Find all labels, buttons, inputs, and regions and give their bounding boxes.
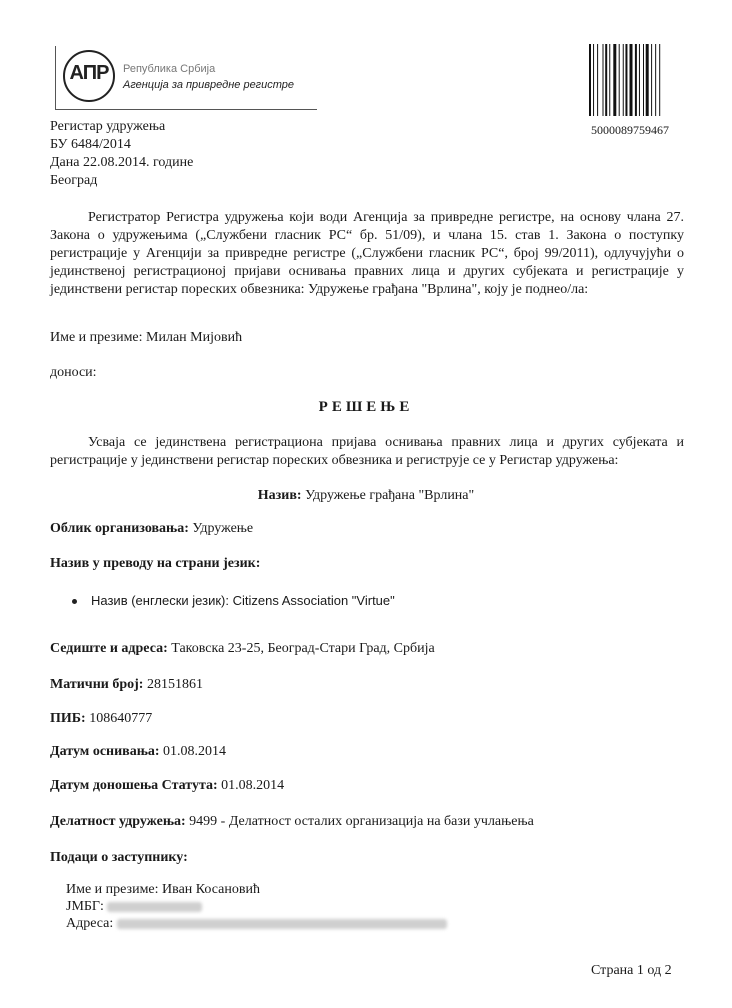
- intro-paragraph: [50, 209, 684, 299]
- representative-address: [66, 915, 447, 933]
- document-title: РЕШЕЊЕ: [318, 399, 414, 415]
- republic-name: Република Србија: [123, 63, 216, 75]
- page-number: Страна 1 од 2: [591, 963, 672, 978]
- statute-date: [50, 777, 284, 795]
- representative-heading: [50, 849, 188, 867]
- redacted-address: [117, 919, 447, 929]
- mb-label: Матични број:: [50, 677, 144, 692]
- prevod-label: Назив у преводу на страни језик:: [50, 556, 261, 571]
- activity: [50, 813, 534, 831]
- logo-divider-vertical: [55, 46, 56, 110]
- seat-address: [50, 640, 435, 658]
- tax-id: [50, 710, 152, 728]
- sediste-label: Седиште и адреса:: [50, 641, 168, 656]
- naziv-label: Назив:: [257, 488, 302, 503]
- logo-divider-horizontal: [55, 109, 317, 110]
- logo-mark: АПР: [69, 62, 109, 84]
- representative-jmbg: [66, 898, 202, 916]
- delatnost-label: Делатност удружења:: [50, 814, 186, 829]
- donosi-text: доноси:: [50, 365, 97, 380]
- sediste-value: Таковска 23-25, Београд-Стари Град, Србија: [167, 641, 435, 656]
- english-name: Назив (енглески језик): Citizens Association "Virtue": [91, 593, 395, 608]
- osnivanje-label: Датум оснивања:: [50, 744, 160, 759]
- barcode-number: 5000089759467: [591, 123, 669, 137]
- statut-value: 01.08.2014: [217, 778, 285, 793]
- decision-text: Усваја се јединствена регистрациона пријава оснивања правних лица и других субјеката и регистрације у јединствени регистар пореских обвезника и региструје се у Регистар удружења:: [50, 435, 684, 468]
- oblik-value: Удружење: [188, 521, 254, 536]
- bullet-icon: [72, 599, 77, 604]
- address-label: Адреса:: [66, 916, 114, 931]
- redacted-jmbg: [107, 902, 202, 912]
- pib-label: ПИБ:: [50, 711, 86, 726]
- statut-label: Датум доношења Статута:: [50, 778, 218, 793]
- document-city: Београд: [50, 173, 98, 188]
- founding-date: [50, 743, 226, 761]
- association-name: [0, 487, 732, 505]
- document-date: Дана 22.08.2014. године: [50, 155, 194, 170]
- apr-seal-icon: [63, 50, 115, 102]
- agency-logo: [55, 46, 320, 110]
- decision-paragraph: [50, 434, 684, 470]
- delatnost-value: 9499 - Делатност осталих организација на бази учлањења: [185, 814, 534, 829]
- english-name-item: [72, 592, 395, 610]
- osnivanje-value: 01.08.2014: [159, 744, 227, 759]
- jmbg-label: ЈМБГ:: [66, 899, 104, 914]
- agency-name: Агенција за привредне регистре: [123, 79, 294, 91]
- applicant-name: Име и презиме: Милан Мијовић: [50, 330, 243, 345]
- organization-form: [50, 520, 253, 538]
- pib-value: 108640777: [85, 711, 153, 726]
- zastupnik-label: Подаци о заступнику:: [50, 850, 188, 865]
- mb-value: 28151861: [143, 677, 203, 692]
- barcode-icon: [589, 44, 687, 116]
- case-number: БУ 6484/2014: [50, 137, 131, 152]
- representative-name: Име и презиме: Иван Косановић: [66, 882, 260, 897]
- translation-heading: [50, 555, 260, 573]
- register-name: Регистар удружења: [50, 119, 166, 134]
- oblik-label: Облик организовања:: [50, 521, 189, 536]
- registration-number: [50, 676, 203, 694]
- intro-text: Регистратор Регистра удружења који води Агенција за привредне регистре, на основу члана 27. Закона о удружењима („Службени гласник РС“ бр. 51/09), и члана 15. став 1. Закона о поступку регистрације у Агенцији за привредне регистре („Службени гласник РС“, број 99/2011), одлучујући о јединственој регистрационој пријави оснивања правних лица и других субјеката и регистрације у јединствени регистар пореских обвезника: Удружење грађана "Врлина", коју је поднео/ла:: [50, 210, 684, 297]
- naziv-value: Удружење грађана "Врлина": [301, 488, 475, 503]
